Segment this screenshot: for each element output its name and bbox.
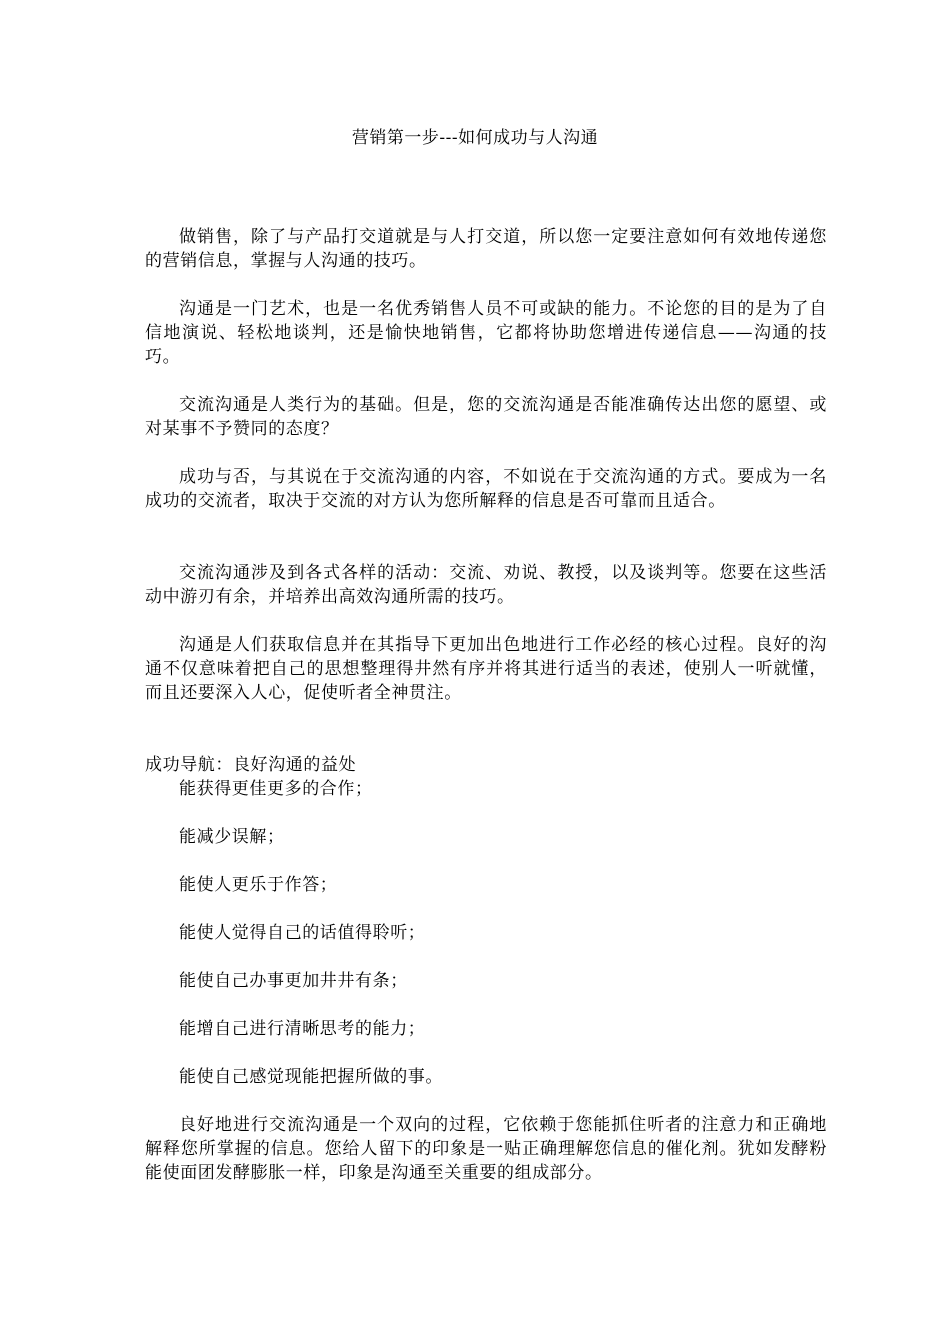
paragraph-4: 成功与否，与其说在于交流沟通的内容，不如说在于交流沟通的方式。要成为一名成功的交流者，取决于交流的对方认为您所解释的信息是否可靠而且适合。 xyxy=(145,467,827,511)
benefit-item: 能使自己办事更加井井有条； xyxy=(179,971,408,991)
spacer xyxy=(145,273,827,297)
benefit-item: 能使人更乐于作答； xyxy=(179,875,338,895)
section-heading: 成功导航：良好沟通的益处 xyxy=(145,755,357,775)
spacer xyxy=(145,1089,827,1113)
benefit-item: 能使自己感觉现能把握所做的事。 xyxy=(179,1067,443,1087)
paragraph-2: 沟通是一门艺术，也是一名优秀销售人员不可或缺的能力。不论您的目的是为了自信地演说、轻松地谈判，还是愉快地销售，它都将协助您增进传递信息——沟通的技巧。 xyxy=(145,299,827,367)
spacer xyxy=(145,993,827,1017)
benefit-item: 能增自己进行清晰思考的能力； xyxy=(179,1019,426,1039)
spacer xyxy=(145,945,827,969)
spacer xyxy=(145,513,827,561)
benefit-item: 能获得更佳更多的合作； xyxy=(179,779,373,799)
benefit-item: 能使人觉得自己的话值得聆听； xyxy=(179,923,426,943)
paragraph-5: 交流沟通涉及到各式各样的活动：交流、劝说、教授，以及谈判等。您要在这些活动中游刃有余，并培养出高效沟通所需的技巧。 xyxy=(145,563,827,607)
spacer xyxy=(145,801,827,825)
closing-paragraph: 良好地进行交流沟通是一个双向的过程，它依赖于您能抓住听者的注意力和正确地解释您所掌握的信息。您给人留下的印象是一贴正确理解您信息的催化剂。犹如发酵粉能使面团发酵膨胀一样，印象是沟通至关重要的组成部分。 xyxy=(145,1115,827,1183)
spacer xyxy=(145,441,827,465)
spacer xyxy=(145,705,827,753)
paragraph-1: 做销售，除了与产品打交道就是与人打交道，所以您一定要注意如何有效地传递您的营销信息，掌握与人沟通的技巧。 xyxy=(145,227,827,271)
document-title: 营销第一步---如何成功与人沟通 xyxy=(351,128,599,148)
spacer xyxy=(145,897,827,921)
benefit-item: 能减少误解； xyxy=(179,827,285,847)
spacer xyxy=(145,849,827,873)
spacer xyxy=(145,369,827,393)
spacer xyxy=(145,1041,827,1065)
paragraph-3: 交流沟通是人类行为的基础。但是，您的交流沟通是否能准确传达出您的愿望、或对某事不予赞同的态度？ xyxy=(145,395,827,439)
spacer xyxy=(145,609,827,633)
paragraph-6: 沟通是人们获取信息并在其指导下更加出色地进行工作必经的核心过程。良好的沟通不仅意味着把自己的思想整理得井然有序并将其进行适当的表述，使别人一听就懂，而且还要深入人心，促使听者全神贯注。 xyxy=(145,635,827,703)
document-body xyxy=(145,225,827,1185)
